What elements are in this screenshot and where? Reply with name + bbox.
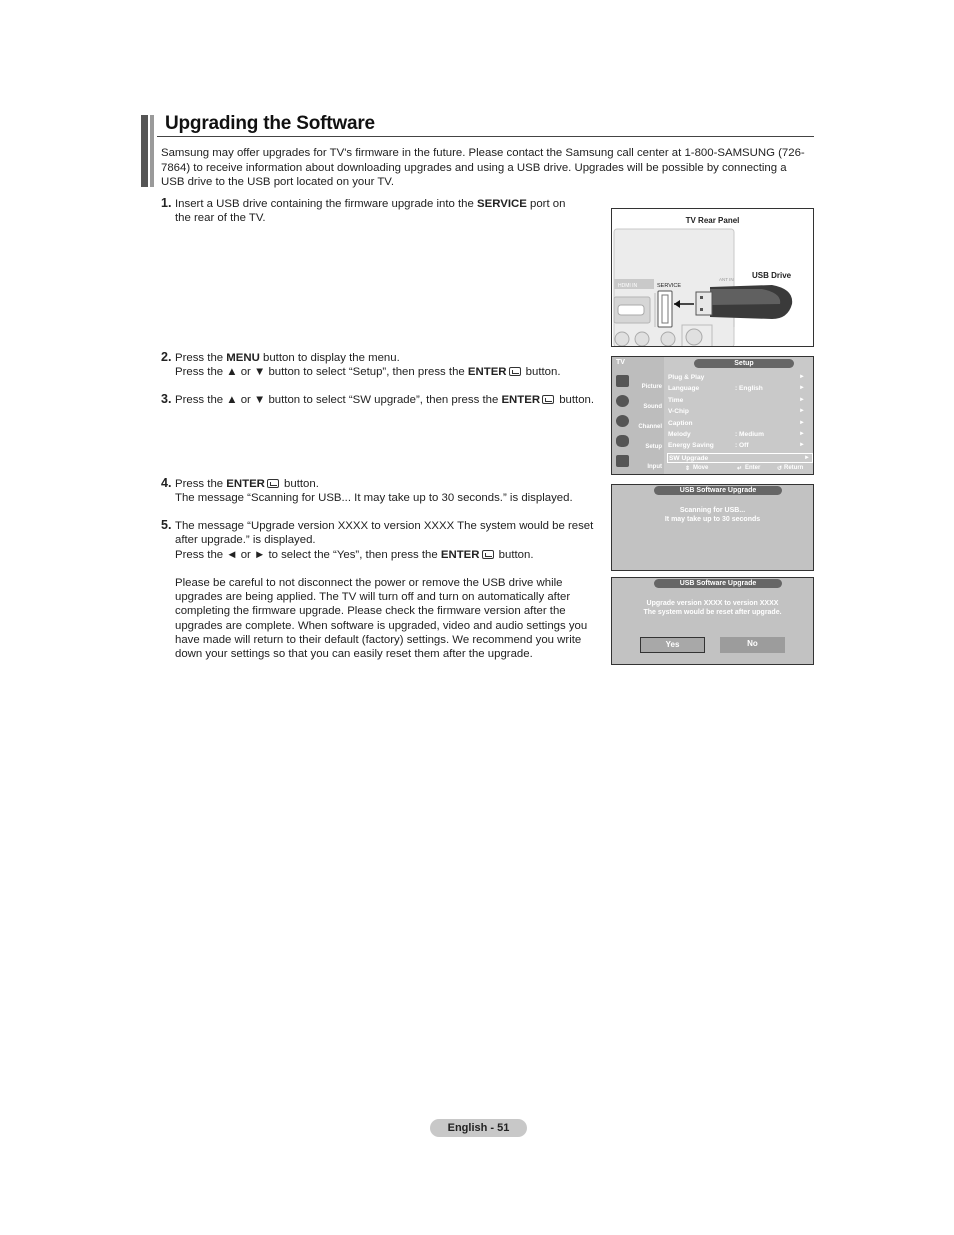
setup-gear-icon <box>616 435 629 447</box>
step-3-enter: ENTER <box>501 394 541 406</box>
step-4-enter: ENTER <box>226 478 265 490</box>
panel-caption: TV Rear Panel <box>685 216 740 225</box>
usb-scanning-dialog <box>611 484 814 571</box>
arrow-right-icon: ► <box>804 454 810 461</box>
menu-item-list <box>667 372 813 463</box>
category-label: Picture <box>641 384 662 390</box>
note-line: Please be careful to not disconnect the power or remove the USB drive while <box>175 576 563 589</box>
menu-item-caption <box>667 418 813 429</box>
menu-item-value: : English <box>735 385 763 393</box>
step-3-text-end: button. <box>556 394 595 406</box>
ant-in-label: ANT IN <box>719 277 734 282</box>
menu-item-language <box>667 383 813 394</box>
menu-item-time <box>667 395 813 406</box>
dialog-line: Upgrade version XXXX to version XXXX <box>646 600 779 607</box>
category-label: Channel <box>638 424 662 430</box>
step-4-number: 4. <box>161 476 172 490</box>
category-label: Input <box>647 464 662 470</box>
note-line: completing the firmware upgrade. Please check the firmware version after the <box>175 605 566 618</box>
step-1-service: SERVICE <box>477 198 527 210</box>
category-picture <box>614 373 664 391</box>
step-4-text-end: button. <box>280 478 319 490</box>
return-icon: ↺ <box>777 466 783 472</box>
step-2-line2-end: button. <box>522 366 561 379</box>
move-icon: ⇕ <box>685 466 691 472</box>
category-channel <box>614 413 664 431</box>
footer-enter: Enter <box>745 465 761 471</box>
step-2-number: 2. <box>161 350 172 364</box>
step-5-line1: The message “Upgrade version XXXX to version XXXX The system would be reset <box>175 520 594 532</box>
menu-item-label: V-Chip <box>668 408 689 416</box>
step-3-text: Press the ▲ or ▼ button to select “SW upgrade”, then press the <box>175 394 502 406</box>
svg-text:HDMI IN: HDMI IN <box>618 283 638 289</box>
arrow-right-icon: ► <box>799 374 805 380</box>
menu-item-sw-upgrade <box>667 453 813 463</box>
arrow-right-icon: ► <box>799 430 805 437</box>
dialog-title: USB Software Upgrade <box>654 486 782 495</box>
menu-item-value: : Medium <box>735 430 764 438</box>
step-5-note <box>161 576 601 662</box>
step-2-text: Press the <box>175 352 227 364</box>
footer-return: Return <box>784 465 804 471</box>
menu-item-label: Caption <box>668 419 693 427</box>
usb-drive-label: USB Drive <box>752 271 792 280</box>
step-4-line2: The message “Scanning for USB... It may take up to 30 seconds.” is displayed. <box>175 492 573 505</box>
menu-item-v-chip <box>667 406 813 417</box>
step-1-number: 1. <box>161 196 172 210</box>
enter-icon <box>482 550 494 559</box>
sound-icon <box>616 395 629 407</box>
step-4 <box>161 476 601 506</box>
menu-item-value: : Off <box>735 442 749 450</box>
no-button[interactable]: No <box>720 637 785 653</box>
note-line: down your settings so that you can easily reset them after the upgrade. <box>175 648 533 661</box>
footer-move: Move <box>693 465 709 471</box>
step-4-text: Press the <box>175 478 227 490</box>
yes-button[interactable]: Yes <box>640 637 705 653</box>
step-5-line3: Press the ◄ or ► to select the “Yes”, then press the <box>175 548 441 561</box>
menu-tv-label: TV <box>616 359 625 366</box>
menu-item-label: Plug & Play <box>668 374 705 381</box>
dialog-line: It may take up to 30 seconds <box>664 516 761 523</box>
step-2-enter: ENTER <box>467 366 507 379</box>
arrow-right-icon: ► <box>799 396 805 403</box>
step-5-enter: ENTER <box>440 548 480 561</box>
step-1 <box>161 196 591 226</box>
note-line: upgrades are complete. When software is upgraded, video and audio settings you <box>175 619 588 632</box>
menu-item-label: SW Upgrade <box>669 454 709 462</box>
arrow-right-icon: ► <box>799 408 805 415</box>
note-line: upgrades are being applied. The TV will turn off and turn on automatically after <box>175 591 571 604</box>
menu-item-energy-saving <box>667 440 813 451</box>
menu-title: Setup <box>694 359 794 368</box>
step-3 <box>161 392 606 407</box>
category-setup <box>614 433 664 451</box>
step-5-number: 5. <box>161 518 172 532</box>
page-title: Upgrading the Software <box>165 113 375 134</box>
menu-item-label: Time <box>668 396 684 404</box>
step-2 <box>161 350 601 380</box>
arrow-right-icon: ► <box>799 385 805 392</box>
menu-item-label: Melody <box>668 430 691 438</box>
enter-icon <box>267 479 279 488</box>
menu-item-label: Energy Saving <box>668 442 714 450</box>
step-2-line2: Press the ▲ or ▼ button to select “Setup”, then press the <box>175 366 468 379</box>
step-5-line3-end: button. <box>495 548 534 561</box>
enter-icon <box>509 367 521 376</box>
dialog-line: The system would be reset after upgrade. <box>643 609 782 616</box>
step-1-text-end: port on <box>526 198 566 210</box>
header-bars <box>141 115 157 187</box>
arrow-right-icon: ► <box>799 419 805 426</box>
step-2-menu: MENU <box>226 352 260 364</box>
intro-paragraph: Samsung may offer upgrades for TV's firmware in the future. Please contact the Samsung call center at 1-800-SAMSUNG (726-7864) to receive information about downloading upgrades and using a USB drive. Upgrades will be possible by connecting a USB drive to the USB port located on your TV. <box>161 147 805 188</box>
setup-menu-screenshot <box>611 356 814 475</box>
channel-icon <box>616 415 629 427</box>
input-icon <box>616 455 629 467</box>
upgrade-confirm-dialog <box>611 577 814 665</box>
arrow-right-icon: ► <box>799 442 805 449</box>
category-label: Sound <box>643 404 662 410</box>
menu-footer <box>667 464 813 475</box>
page-number: English - 51 <box>430 1119 527 1137</box>
step-2-text-end: button to display the menu. <box>259 352 400 364</box>
title-rule <box>157 136 814 137</box>
service-port-label: SERVICE <box>657 283 682 289</box>
step-5-line2: after upgrade.” is displayed. <box>175 534 316 547</box>
step-1-text: Insert a USB drive containing the firmware upgrade into the <box>175 198 478 210</box>
category-input <box>614 453 664 471</box>
menu-item-label: Language <box>668 385 700 393</box>
category-label: Setup <box>645 444 662 450</box>
category-sound <box>614 393 664 411</box>
dialog-line: Scanning for USB... <box>679 507 746 514</box>
step-5 <box>161 518 601 662</box>
menu-item-plug-and-play <box>667 372 813 383</box>
note-line: have made will return to their default (factory) settings. We recommend you write <box>175 634 582 647</box>
enter-icon <box>542 395 554 404</box>
menu-item-melody <box>667 429 813 440</box>
step-1-line2: the rear of the TV. <box>175 212 266 225</box>
step-3-number: 3. <box>161 392 172 406</box>
dialog-title: USB Software Upgrade <box>654 579 782 588</box>
enter-icon: ↵ <box>737 466 743 472</box>
picture-icon <box>616 375 629 387</box>
